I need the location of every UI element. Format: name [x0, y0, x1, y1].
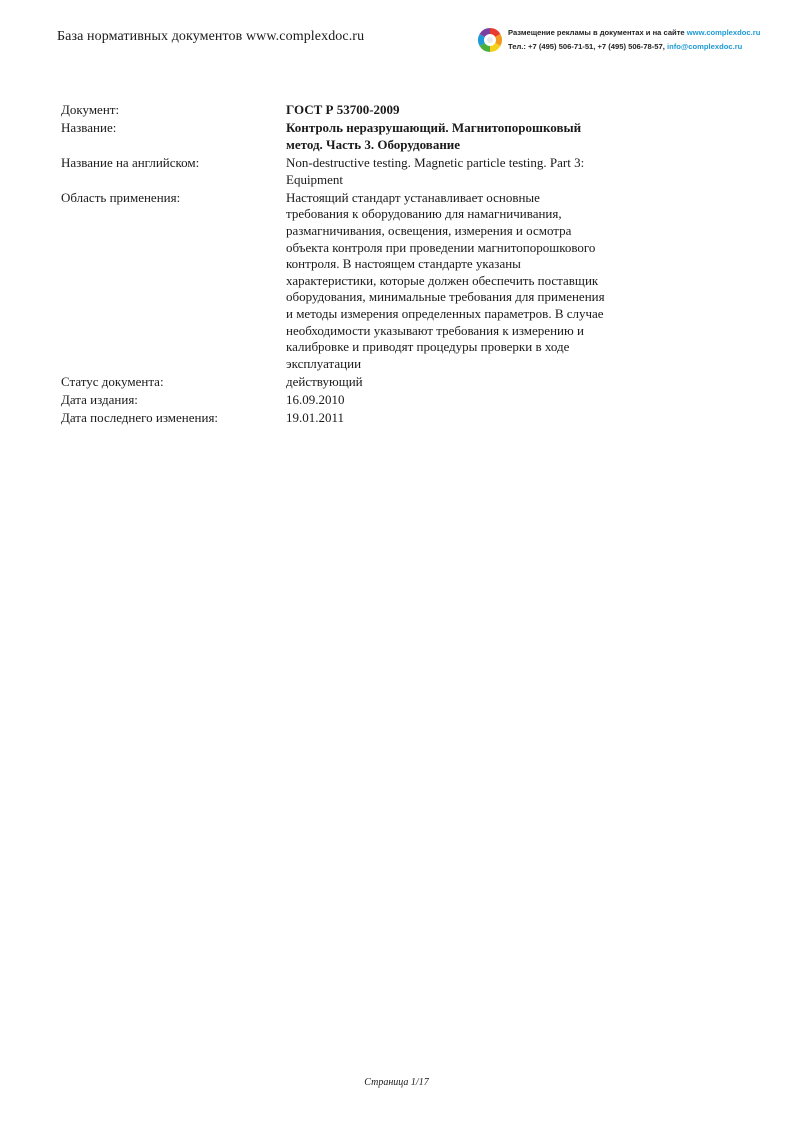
site-title: База нормативных документов www.complexdoc.ru [57, 29, 365, 44]
doc-field-value: Настоящий стандарт устанавливает основные требования к оборудованию для намагничивания, размагничивания, освещения, измерения и осмотра объекта контроля при проведении магнитопорошкового контроля. В настоящем стандарте указаны характеристики, которые должен обеспечить поставщик оборудования, минимальные требования для применения и методы измерения определенных параметров. В случае необходимости указывают требования к измерению и калибровке и приводят процедуры проверки в ходе эксплуатации [286, 189, 605, 371]
doc-field-value: 16.09.2010 [286, 392, 345, 408]
ad-banner [477, 27, 777, 57]
doc-row [61, 155, 621, 188]
doc-field-label: Название: [61, 120, 117, 136]
doc-field-value: действующий [286, 373, 363, 389]
doc-field-value: 19.01.2011 [286, 410, 345, 426]
ad-text-line [508, 28, 760, 37]
ad-email-link[interactable]: info@complexdoc.ru [666, 42, 743, 51]
doc-field-label: Название на английском: [61, 154, 200, 170]
doc-row [61, 392, 621, 409]
doc-field-value: ГОСТ Р 53700-2009 [286, 102, 400, 117]
doc-field-label: Документ: [61, 102, 120, 117]
doc-field-label: Статус документа: [61, 373, 164, 389]
complexdoc-gear-logo-icon [477, 27, 503, 53]
doc-field-label: Дата издания: [61, 392, 138, 408]
doc-row [61, 102, 621, 119]
doc-row [61, 190, 621, 373]
doc-field-value: Non-destructive testing. Magnetic particle testing. Part 3: Equipment [286, 154, 585, 187]
doc-row [61, 120, 621, 153]
page-number: Страница 1/17 [364, 1077, 429, 1088]
ad-phones: Тел.: +7 (495) 506-71-51, +7 (495) 506-78-57, [508, 42, 667, 51]
ad-contacts-line [508, 42, 742, 51]
ad-text: Размещение рекламы в документах и на сайте [508, 28, 687, 37]
document-metadata [61, 102, 621, 428]
doc-row [61, 410, 621, 427]
doc-field-label: Область применения: [61, 189, 181, 205]
doc-field-value: Контроль неразрушающий. Магнитопорошковый метод. Часть 3. Оборудование [286, 120, 582, 152]
doc-row [61, 374, 621, 391]
doc-field-label: Дата последнего изменения: [61, 410, 219, 426]
ad-site-link[interactable]: www.complexdoc.ru [686, 28, 761, 37]
